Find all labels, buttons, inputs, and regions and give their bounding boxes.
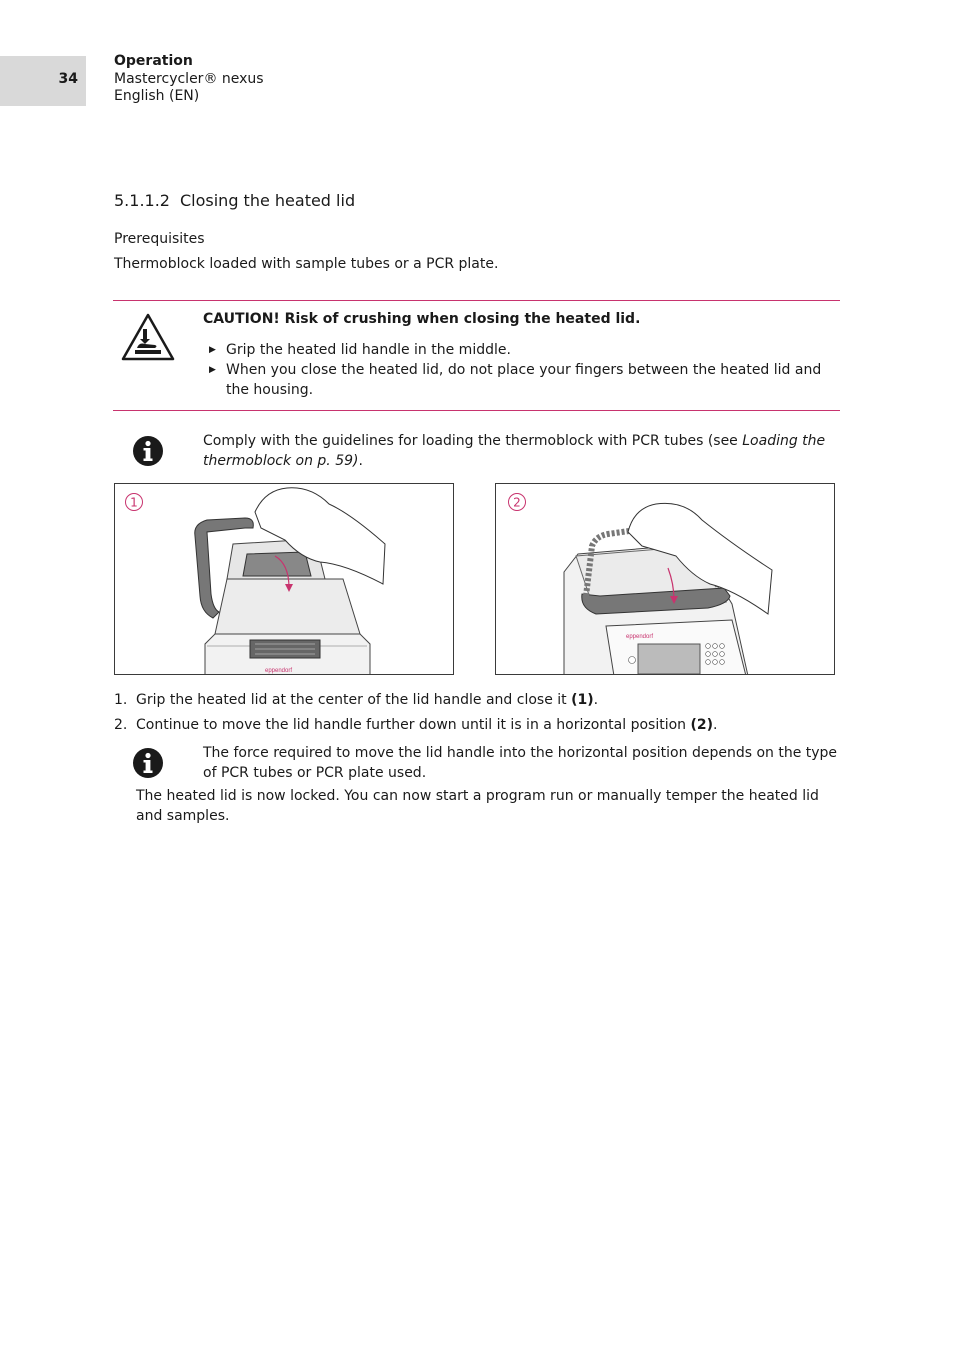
crush-hazard-warning-icon xyxy=(121,313,175,361)
note-handle-force: The force required to move the lid handle into the horizontal position depends on the type of PCR tubes or PCR plate used. xyxy=(203,745,838,781)
device-brand-label: eppendorf xyxy=(626,634,654,640)
info-icon xyxy=(132,747,164,779)
list-item: 2. Continue to move the lid handle further down until it is in a horizontal position (2). xyxy=(114,717,718,733)
page-number: 34 xyxy=(58,71,78,87)
caution-list xyxy=(203,340,833,400)
result-text: The heated lid is now locked. You can now start a program run or manually temper the heated lid and samples. xyxy=(136,788,819,824)
caution-title: CAUTION! Risk of crushing when closing the heated lid. xyxy=(203,311,641,327)
bullet-triangle-icon: ▶ xyxy=(209,365,216,375)
thermocycler-closed-lid-illustration xyxy=(496,484,835,675)
list-item: ▶ When you close the heated lid, do not place your fingers between the heated lid and the housing. xyxy=(209,362,822,398)
figure-lid-closing-step-2 xyxy=(495,483,835,675)
page-number-box xyxy=(0,56,86,106)
cross-reference-link[interactable]: Loading the thermoblock on p. 59) xyxy=(203,433,826,469)
note-loading-guidelines: Comply with the guidelines for loading the thermoblock with PCR tubes (see Loading the thermoblock on p. 59). xyxy=(203,433,826,469)
info-icon xyxy=(132,435,164,467)
thermocycler-open-lid-illustration xyxy=(115,484,454,675)
figure-lid-closing-step-1 xyxy=(114,483,454,675)
svg-text:1: 1 xyxy=(130,495,138,510)
svg-text:2: 2 xyxy=(513,495,521,510)
caution-bottom-rule xyxy=(113,410,840,411)
section-number: 5.1.1.2 xyxy=(114,191,170,210)
header-language: English (EN) xyxy=(114,88,200,104)
figure-number-2 xyxy=(506,491,528,513)
caution-top-rule xyxy=(113,300,840,301)
figure-number-1 xyxy=(123,491,145,513)
bullet-triangle-icon: ▶ xyxy=(209,345,216,355)
section-heading xyxy=(114,191,355,210)
prerequisites-label: Prerequisites xyxy=(114,231,205,247)
prerequisites-text: Thermoblock loaded with sample tubes or a PCR plate. xyxy=(114,256,499,272)
list-item: 1. Grip the heated lid at the center of the lid handle and close it (1). xyxy=(114,692,599,708)
procedure-steps xyxy=(114,690,834,740)
running-header xyxy=(114,53,264,106)
section-title: Closing the heated lid xyxy=(179,191,356,210)
header-title: Operation xyxy=(114,53,193,69)
list-item: ▶ Grip the heated lid handle in the middle. xyxy=(209,342,511,358)
device-brand-label: eppendorf xyxy=(265,668,293,674)
header-product: Mastercycler® nexus xyxy=(114,70,264,87)
